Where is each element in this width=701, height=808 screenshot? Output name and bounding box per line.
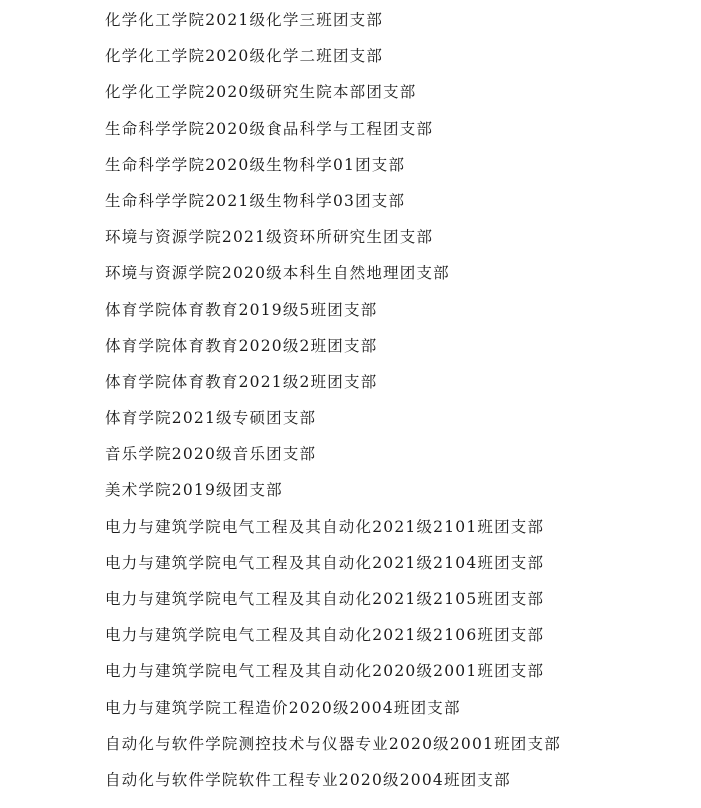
list-item: 自动化与软件学院软件工程专业2020级2004班团支部 (105, 770, 511, 789)
list-item: 音乐学院2020级音乐团支部 (105, 445, 317, 464)
list-item: 化学化工学院2020级化学二班团支部 (105, 47, 384, 66)
document-body (105, 0, 701, 798)
list-item: 体育学院体育教育2020级2班团支部 (105, 336, 378, 355)
list-item: 电力与建筑学院电气工程及其自动化2021级2105班团支部 (105, 590, 545, 608)
list-item: 生命科学学院2020级生物科学01团支部 (105, 155, 406, 174)
list-item: 美术学院2019级团支部 (105, 481, 283, 500)
list-item: 电力与建筑学院电气工程及其自动化2020级2001班团支部 (105, 662, 545, 681)
list-item: 电力与建筑学院电气工程及其自动化2021级2106班团支部 (105, 626, 545, 645)
list-item: 环境与资源学院2021级资环所研究生团支部 (105, 228, 434, 247)
list-item: 自动化与软件学院测控技术与仪器专业2020级2001班团支部 (105, 734, 561, 753)
list-item: 化学化工学院2021级化学三班团支部 (105, 11, 384, 29)
list-item: 电力与建筑学院电气工程及其自动化2021级2104班团支部 (105, 553, 545, 572)
list-item: 电力与建筑学院电气工程及其自动化2021级2101班团支部 (105, 517, 545, 536)
list-item: 生命科学学院2020级食品科学与工程团支部 (105, 119, 434, 138)
list-item: 体育学院2021级专硕团支部 (105, 409, 317, 428)
list-item: 电力与建筑学院工程造价2020级2004班团支部 (105, 698, 461, 717)
list-item: 生命科学学院2021级生物科学03团支部 (105, 191, 406, 210)
list-item: 体育学院体育教育2019级5班团支部 (105, 300, 378, 319)
list-item: 体育学院体育教育2021级2班团支部 (105, 372, 378, 391)
list-item: 环境与资源学院2020级本科生自然地理团支部 (105, 264, 450, 283)
list-item: 化学化工学院2020级研究生院本部团支部 (105, 83, 417, 102)
